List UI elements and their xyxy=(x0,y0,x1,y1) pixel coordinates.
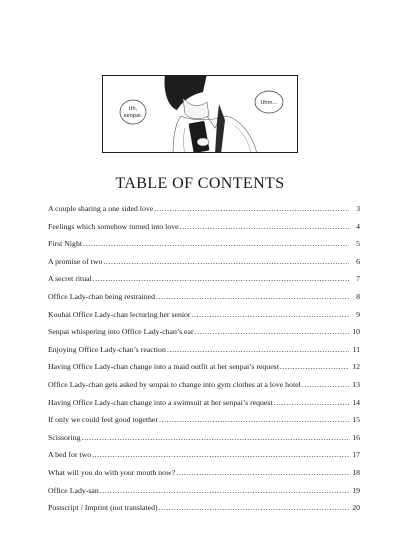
toc-entry[interactable] xyxy=(48,204,360,222)
toc-entry[interactable] xyxy=(48,380,360,398)
bubble-left-line2: senpai. xyxy=(123,113,143,119)
toc-entry-label: First Night xyxy=(48,239,83,249)
toc-entry-label: Feelings which somehow turned into love xyxy=(48,221,179,231)
toc-leader-dots xyxy=(167,345,349,354)
toc-entry-label: Office Lady-chan gets asked by senpai to change into gym clothes at a love hotel xyxy=(48,379,301,389)
toc-entry-label: Enjoying Office Lady-chan’s reaction xyxy=(48,344,166,354)
toc-entry-page: 4 xyxy=(356,221,360,231)
toc-entry-label: Senpai whispering into Office Lady-chan’s ear xyxy=(48,327,194,337)
toc-entry-page: 11 xyxy=(352,344,360,354)
toc-entry[interactable] xyxy=(48,274,360,292)
toc-leader-dots xyxy=(280,362,349,371)
toc-entry[interactable] xyxy=(48,310,360,328)
bubble-left-line1: Uh, xyxy=(128,106,138,112)
speech-bubble-left xyxy=(120,100,146,124)
toc-entry-label: Having Office Lady-chan change into a maid outfit at her senpai’s request xyxy=(48,362,279,372)
toc-entry[interactable] xyxy=(48,398,360,416)
toc-entry-page: 10 xyxy=(352,327,360,337)
toc-leader-dots xyxy=(192,310,349,319)
toc-entry-label: Postscript / Imprint (not translated) xyxy=(48,503,158,513)
toc-entry[interactable] xyxy=(48,222,360,240)
toc-entry-page: 9 xyxy=(356,309,360,319)
toc-entry-page: 15 xyxy=(352,415,360,425)
toc-entry-page: 16 xyxy=(352,432,360,442)
toc-entry[interactable] xyxy=(48,239,360,257)
toc-entry[interactable] xyxy=(48,257,360,275)
toc-entry-label: Office Lady-san xyxy=(48,485,99,495)
toc-leader-dots xyxy=(195,327,349,336)
toc-entry-label: If only we could feel good together xyxy=(48,415,158,425)
toc-leader-dots xyxy=(92,450,349,459)
toc-leader-dots xyxy=(159,415,349,424)
toc-entry-page: 7 xyxy=(356,274,360,284)
toc-entry-label: A bed for two xyxy=(48,450,92,460)
toc-leader-dots xyxy=(93,274,349,283)
toc-entry-page: 14 xyxy=(352,397,360,407)
bubble-right-text: Uhm... xyxy=(260,100,278,106)
toc-leader-dots xyxy=(100,486,349,495)
toc-entry-label: Kouhai Office Lady-chan lecturing her senior xyxy=(48,309,191,319)
toc-leader-dots xyxy=(176,468,349,477)
toc-entry[interactable] xyxy=(48,433,360,451)
manga-illustration xyxy=(103,76,297,152)
toc-entry-label: Office Lady-chan being restrained xyxy=(48,291,156,301)
toc-leader-dots xyxy=(103,257,349,266)
toc-entry-page: 18 xyxy=(352,467,360,477)
toc-leader-dots xyxy=(83,239,349,248)
toc-entry-label: What will you do with your mouth now? xyxy=(48,467,176,477)
toc-entry-page: 6 xyxy=(356,256,360,266)
toc-leader-dots xyxy=(154,204,349,213)
toc-entry[interactable] xyxy=(48,468,360,486)
toc-leader-dots xyxy=(180,222,349,231)
toc-leader-dots xyxy=(156,292,349,301)
toc-leader-dots xyxy=(302,380,349,389)
toc-entry[interactable] xyxy=(48,503,360,521)
toc-entry-page: 17 xyxy=(352,450,360,460)
manga-illustration-panel xyxy=(102,75,298,153)
toc-entry[interactable] xyxy=(48,450,360,468)
toc-entry[interactable] xyxy=(48,415,360,433)
toc-leader-dots xyxy=(159,503,349,512)
toc-leader-dots xyxy=(274,398,349,407)
toc-title: TABLE OF CONTENTS xyxy=(115,175,285,192)
toc-entry-page: 8 xyxy=(356,291,360,301)
toc-entry-label: Scissoring xyxy=(48,432,81,442)
toc-entry-page: 20 xyxy=(352,503,360,513)
toc-entry[interactable] xyxy=(48,486,360,504)
toc-entry[interactable] xyxy=(48,345,360,363)
toc-entry-page: 19 xyxy=(352,485,360,495)
toc-leader-dots xyxy=(82,433,350,442)
toc-entry-label: A promise of two xyxy=(48,256,103,266)
toc-entry-label: Having Office Lady-chan change into a swimsuit at her senpai’s request xyxy=(48,397,273,407)
toc-entry-label: A couple sharing a one sided love xyxy=(48,204,154,213)
toc-entry[interactable] xyxy=(48,292,360,310)
toc-entry-page: 3 xyxy=(356,204,360,213)
toc-entry-page: 12 xyxy=(352,362,360,372)
toc-entry-page: 13 xyxy=(352,379,360,389)
toc-entry[interactable] xyxy=(48,362,360,380)
toc-list xyxy=(48,204,360,521)
toc-entry-label: A secret ritual xyxy=(48,274,92,284)
toc-entry-page: 5 xyxy=(356,239,360,249)
toc-entry[interactable] xyxy=(48,327,360,345)
